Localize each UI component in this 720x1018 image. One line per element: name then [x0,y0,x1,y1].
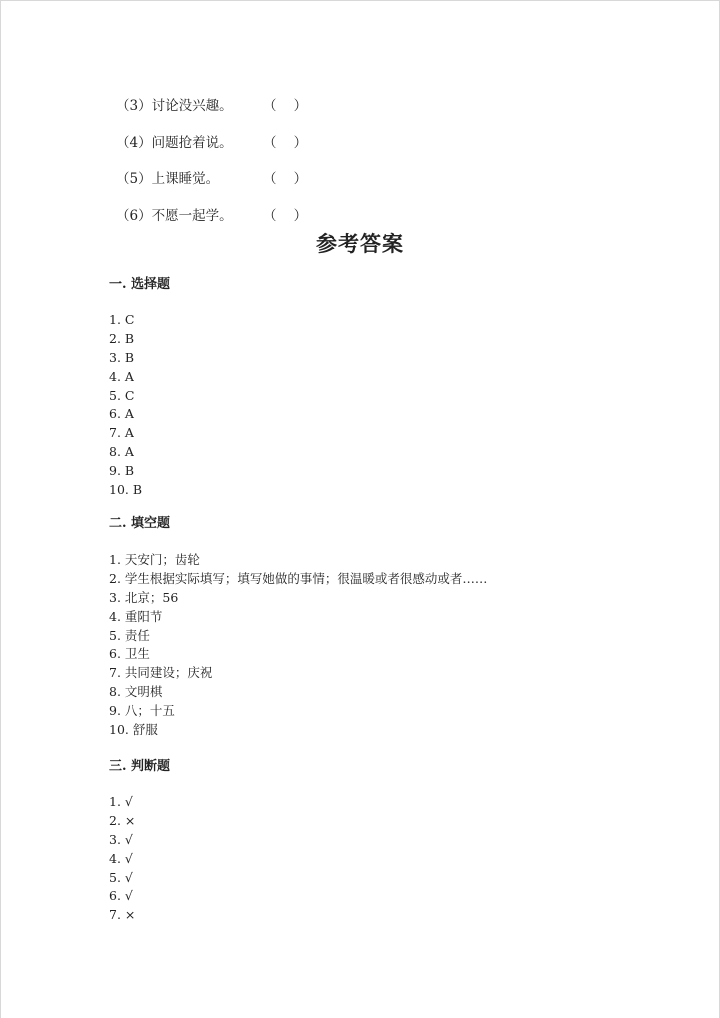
list-item: 1. 天安门；齿轮 [109,552,200,567]
list-item: 5. 责任 [109,627,150,643]
question-text: （5）上课睡觉。 [116,171,220,188]
list-item: 2. × [109,812,136,828]
list-item: 6. √ [109,888,133,904]
section-heading: 三. 判断题 [109,759,171,774]
list-item: 10. 舒服 [109,722,158,738]
list-item: 6. 卫生 [109,646,150,662]
list-item: 2. 学生根据实际填写；填写她做的事情；很温暖或者很感动或者…… [109,570,488,586]
answer-blank: （ ） [263,98,308,115]
list-item: 4. √ [109,850,133,866]
list-item: 8. 文明棋 [109,684,163,700]
section-heading: 一. 选择题 [109,277,171,292]
list-item: 9. B [109,463,135,479]
judge-answer-list [109,793,135,925]
list-item: 1. √ [109,794,133,809]
section-heading-judge [109,757,170,777]
list-item: 7. A [109,425,134,441]
list-item: 3. √ [109,831,133,847]
question-list [116,86,307,232]
list-item: 8. A [109,444,134,460]
answer-blank: （ ） [263,134,308,151]
list-item: 10. B [109,482,143,498]
question-text: （3）讨论没兴趣。 [116,98,233,115]
question-row [116,86,307,123]
section-heading-fill [109,514,170,534]
section-heading: 二. 填空题 [109,516,171,531]
question-text: （6）不愿一起学。 [116,207,233,224]
list-item: 1. C [109,312,135,327]
question-text: （4）问题抢着说。 [116,134,233,151]
page-border-left [0,0,1,1018]
answer-key-title: 参考答案 [316,231,404,256]
list-item: 5. C [109,387,135,403]
list-item: 9. 八；十五 [109,703,175,719]
answer-blank: （ ） [263,207,308,224]
page-border-top [0,0,720,1]
answer-blank: （ ） [263,171,308,188]
list-item: 7. 共同建设；庆祝 [109,665,213,681]
question-row [116,123,307,160]
section-heading-choice [109,275,170,295]
list-item: 5. √ [109,869,133,885]
list-item: 7. × [109,907,136,923]
question-row [116,196,307,233]
list-item: 4. 重阳节 [109,608,163,624]
list-item: 3. B [109,349,135,365]
fill-answer-list [109,551,487,740]
choice-answer-list [109,311,142,500]
list-item: 4. A [109,368,134,384]
list-item: 6. A [109,406,134,422]
list-item: 2. B [109,330,135,346]
list-item: 3. 北京；56 [109,589,179,605]
question-row [116,159,307,196]
